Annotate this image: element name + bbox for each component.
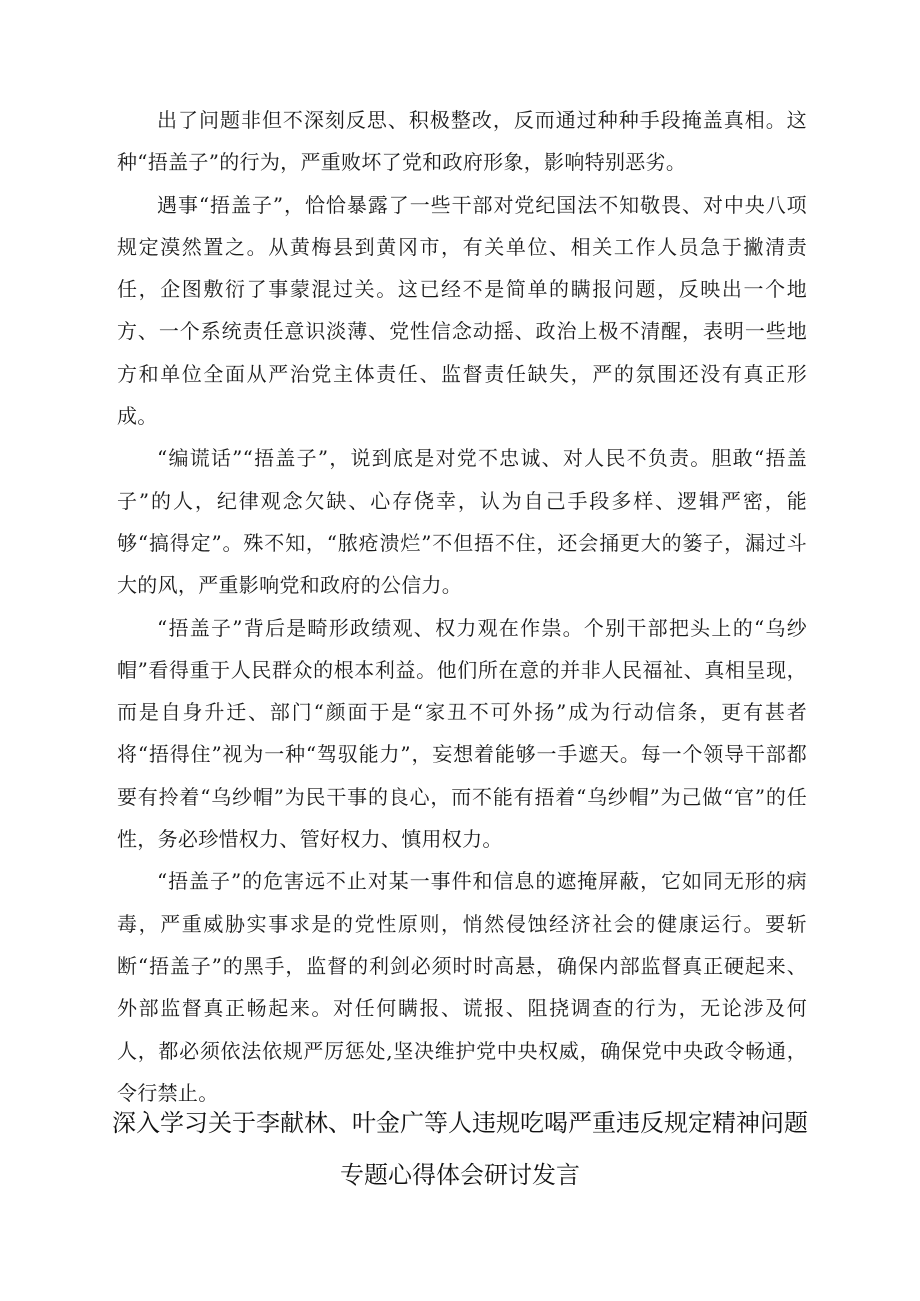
document-body: [117, 99, 807, 1114]
section-title-line-1: 深入学习关于李献林、叶金广等人违规吃喝严重违反规定精神问题: [112, 1109, 808, 1137]
paragraph-3: “编谎话”“捂盖子”，说到底是对党不忠诚、对人民不负责。胆敢“捂盖子”的人，纪律观念欠缺、心存侥幸，认为自己手段多样、逻辑严密，能够“搞得定”。殊不知，“脓疮溃烂”不但捂不住，还会捅更大的篓子，漏过斗大的风，严重影响党和政府的公信力。: [117, 446, 807, 598]
paragraph-4: “捂盖子”背后是畸形政绩观、权力观在作祟。个别干部把头上的“乌纱帽”看得重于人民群众的根本利益。他们所在意的并非人民福祉、真相呈现，而是自身升迁、部门“颜面于是“家丑不可外扬”成为行动信条，更有甚者将“捂得住”视为一种“驾驭能力”，妄想着能够一手遮天。每一个领导干部都要有拎着“乌纱帽”为民干事的良心，而不能有捂着“乌纱帽”为己做“官”的任性，务必珍惜权力、管好权力、慎用权力。: [117, 615, 807, 852]
paragraph-2: 遇事“捂盖子”，恰恰暴露了一些干部对党纪国法不知敬畏、对中央八项规定漠然置之。从黄梅县到黄冈市，有关单位、相关工作人员急于撇清责任，企图敷衍了事蒙混过关。这已经不是简单的瞒报问题，反映出一个地方、一个系统责任意识淡薄、党性信念动摇、政治上极不清醒，表明一些地方和单位全面从严治党主体责任、监督责任缺失，严的氛围还没有真正形成。: [117, 192, 807, 429]
section-title-line-2: 专题心得体会研讨发言: [340, 1161, 580, 1189]
paragraph-1: 出了问题非但不深刻反思、积极整改，反而通过种种手段掩盖真相。这种“捂盖子”的行为，严重败坏了党和政府形象，影响特别恶劣。: [117, 108, 807, 175]
paragraph-5: “捂盖子”的危害远不止对某一事件和信息的遮掩屏蔽，它如同无形的病毒，严重威胁实事求是的党性原则，悄然侵蚀经济社会的健康运行。要斩断“捂盖子”的黑手，监督的利剑必须时时高悬，确保内部监督真正硬起来、外部监督真正畅起来。对任何瞒报、谎报、阻挠调查的行为，无论涉及何人，都必须依法依规严厉惩处,坚决维护党中央权威，确保党中央政令畅通，令行禁止。: [117, 869, 807, 1105]
